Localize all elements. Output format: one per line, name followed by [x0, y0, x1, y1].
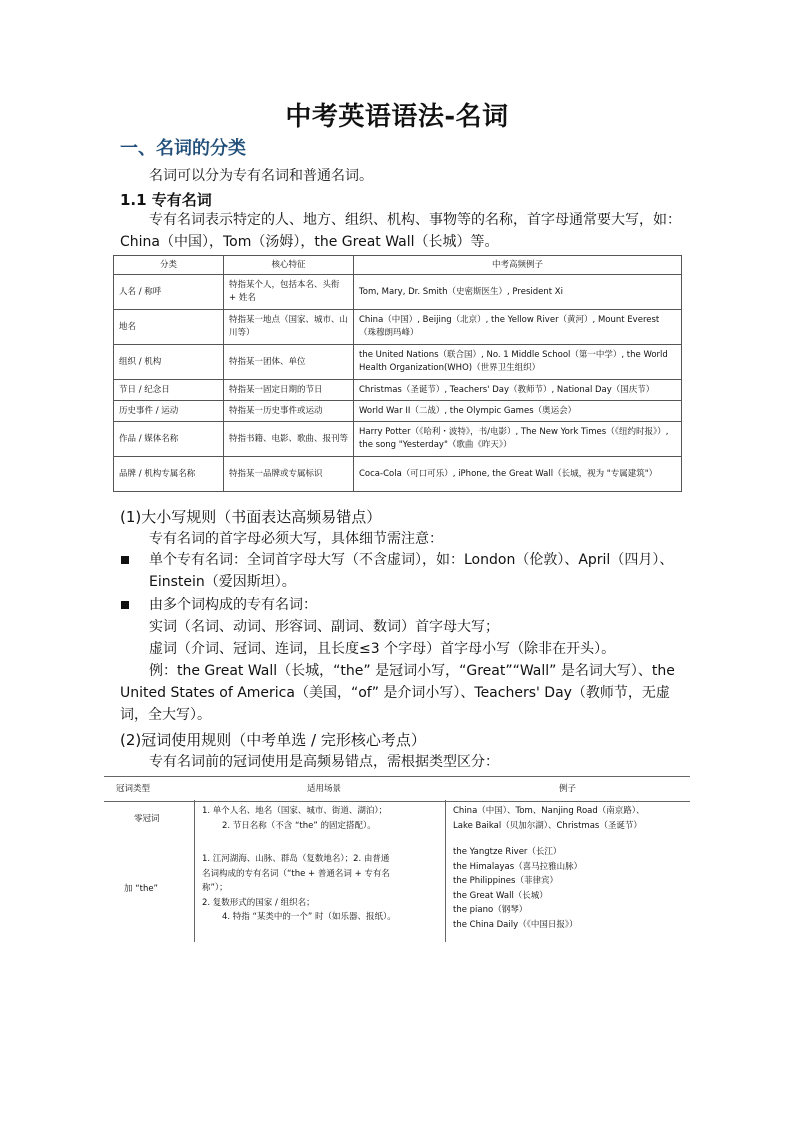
scenario-line: 1. 单个人名、地名（国家、城市、街道、湖泊）； [202, 806, 388, 816]
proper-noun-category-table [113, 255, 682, 492]
article-usage-table [104, 776, 690, 942]
table-row [114, 310, 682, 345]
table-row [114, 457, 682, 492]
cell-feature: 特指某一地点（国家、城市、山川等） [224, 310, 354, 345]
cell-examples: China（中国）, Beijing（北京）, the Yellow River（黄河）, Mount Everest（珠穆朗玛峰） [354, 310, 682, 345]
cell-feature: 特指某个人，包括本名、头衔 + 姓名 [224, 275, 354, 310]
example-line: the Yangtze River（长江） [453, 847, 562, 857]
table-row [114, 401, 682, 422]
example-line: Lake Baikal（贝加尔湖）、Christmas（圣诞节） [453, 820, 642, 831]
cell-category: 地名 [114, 310, 224, 345]
square-bullet-icon [121, 556, 129, 564]
bullet-multi-word: 由多个词构成的专有名词： [149, 597, 317, 613]
example-line: the Philippines（菲律宾） [453, 876, 558, 887]
example-line: China（中国）、Tom、Nanjing Road（南京路）、 [453, 806, 645, 816]
scenario-line: 4. 特指 “某类中的一个” 时（如乐器、报纸）。 [222, 912, 396, 923]
table-row [114, 275, 682, 310]
cell-category: 组织 / 机构 [114, 345, 224, 380]
cell-category: 品牌 / 机构专属名称 [114, 457, 224, 492]
example-line: the China Daily（《中国日报》） [453, 919, 578, 930]
cell-category: 人名 / 称呼 [114, 275, 224, 310]
scenario-line: 1. 江河湖海、山脉、群岛（复数地名）；2. 由普通 [202, 854, 390, 864]
example-line: the piano（钢琴） [453, 905, 528, 916]
cell-article-type: 零冠词 [134, 814, 160, 824]
cell-examples: the United Nations（联合国）, No. 1 Middle School（第一中学）, the World Health Organization(WHO)（世界卫生组织） [354, 345, 682, 380]
article-rules-intro: 专有名词前的冠词使用是高频易错点，需根据类型区分： [149, 754, 499, 770]
cell-article-type: 加 “the” [124, 884, 158, 894]
intro-paragraph: 名词可以分为专有名词和普通名词。 [149, 168, 373, 184]
table-row [114, 380, 682, 401]
cell-feature: 特指某一历史事件或运动 [224, 401, 354, 422]
bullet-single-word: 单个专有名词：全词首字母大写（不含虚词），如：London（伦敦）、April（四月）、Einstein（爱因斯坦）。 [149, 552, 674, 590]
cell-examples [453, 845, 688, 933]
table-header-row [114, 256, 682, 275]
cell-feature: 特指某一团体、单位 [224, 345, 354, 380]
table-row [114, 345, 682, 380]
column-divider [194, 800, 195, 942]
cell-scenarios [202, 804, 442, 833]
cell-examples [453, 804, 688, 833]
cell-examples: Christmas（圣诞节）, Teachers' Day（教师节）, National Day（国庆节） [354, 380, 682, 401]
subsection-heading-proper-nouns: 1.1 专有名词 [120, 191, 212, 209]
header-examples: 中考高频例子 [354, 256, 682, 275]
section-heading-classification: 一、名词的分类 [120, 138, 246, 159]
header-scenarios: 适用场景 [307, 784, 342, 794]
table-header-row [104, 776, 690, 802]
cell-feature: 特指书籍、电影、歌曲、报刊等 [224, 422, 354, 457]
header-category: 分类 [114, 256, 224, 275]
cell-examples: Tom, Mary, Dr. Smith（史密斯医生）, President Xi [354, 275, 682, 310]
scenario-line: 称”）； [202, 883, 228, 894]
example-line: the Himalayas（喜马拉雅山脉） [453, 861, 583, 872]
cell-feature: 特指某一固定日期的节日 [224, 380, 354, 401]
example-line: the Great Wall（长城） [453, 890, 548, 901]
capitalization-example: 例：the Great Wall（长城，“the” 是冠词小写，“Great”“Wall” 是名词大写）、the United States of America（美国，“of” 是介词小写）、Teachers' Day（教师节，无虚词，全大写）。 [120, 663, 675, 723]
scenario-line: 名词构成的专有名词（“the + 普通名词 + 专有名 [202, 868, 390, 879]
article-rules-heading: (2)冠词使用规则（中考单选 / 完形核心考点） [120, 731, 426, 749]
cell-feature: 特指某一品牌或专属标识 [224, 457, 354, 492]
cell-category: 历史事件 / 运动 [114, 401, 224, 422]
cell-category: 节日 / 纪念日 [114, 380, 224, 401]
cell-examples: Harry Potter（《哈利・波特》，书/电影）, The New York Times（《纽约时报》）, the song "Yesterday"（歌曲《昨天》） [354, 422, 682, 457]
table-row [114, 422, 682, 457]
proper-noun-definition: 专有名词表示特定的人、地方、组织、机构、事物等的名称，首字母通常要大写，如：China（中国），Tom（汤姆），the Great Wall（长城）等。 [120, 212, 681, 250]
cell-category: 作品 / 媒体名称 [114, 422, 224, 457]
page-title: 中考英语语法-名词 [285, 102, 509, 132]
column-divider [445, 800, 446, 942]
header-article-type: 冠词类型 [116, 784, 151, 794]
capitalization-rules-heading: (1)大小写规则（书面表达高频易错点） [120, 508, 382, 526]
square-bullet-icon [121, 601, 129, 609]
header-examples: 例子 [559, 784, 577, 794]
function-words-rule: 虚词（介词、冠词、连词，且长度≤3 个字母）首字母小写（除非在开头）。 [149, 641, 616, 657]
cell-scenarios [202, 852, 442, 925]
content-words-rule: 实词（名词、动词、形容词、副词、数词）首字母大写； [149, 619, 499, 635]
cell-examples: Coca-Cola（可口可乐）, iPhone, the Great Wall（长城，视为 "专属建筑"） [354, 457, 682, 492]
cell-examples: World War II（二战）, the Olympic Games（奥运会） [354, 401, 682, 422]
capitalization-intro: 专有名词的首字母必须大写，具体细节需注意： [149, 531, 443, 547]
scenario-line: 2. 节日名称（不含 “the” 的固定搭配）。 [222, 820, 376, 831]
header-feature: 核心特征 [224, 256, 354, 275]
scenario-line: 2. 复数形式的国家 / 组织名； [202, 897, 315, 908]
